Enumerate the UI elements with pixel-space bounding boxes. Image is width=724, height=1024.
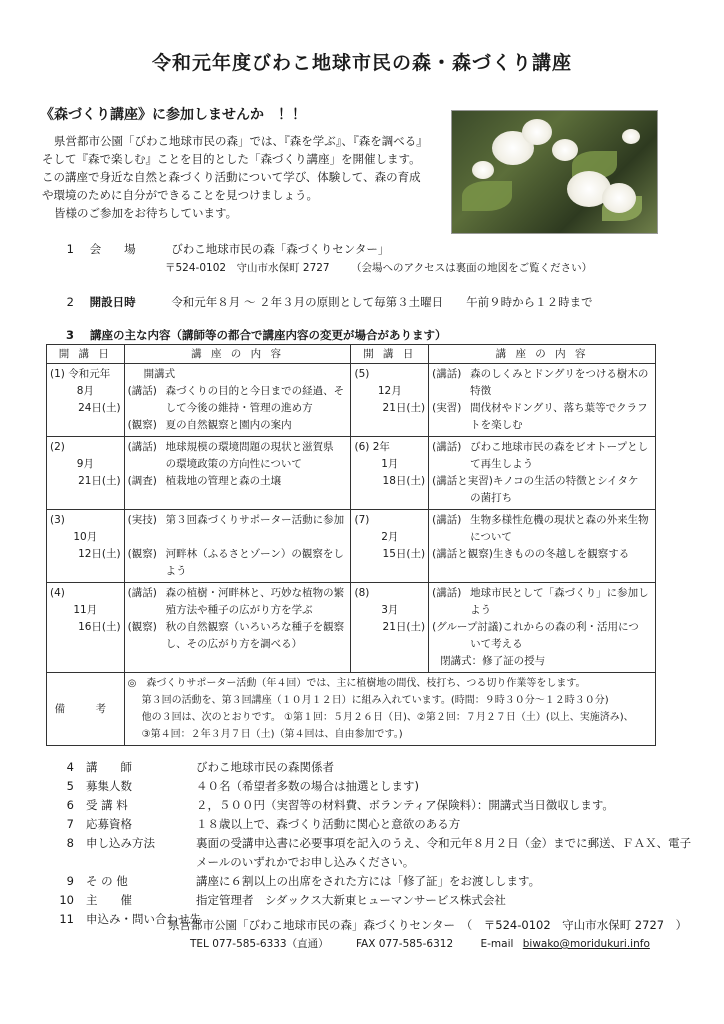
detail-row [52,853,691,872]
intro-line: や環境のために自分ができることを見つけましょう。 [42,188,318,202]
content-cell [124,437,351,510]
content-line: よう [165,565,187,577]
content-line: 地球市民として「森づくり」に参加し [470,587,649,599]
venue-value: びわこ地球市民の森「森づくりセンター」 [171,242,390,256]
date-cell [351,583,429,673]
detail-value: 裏面の受講申込書に必要事項を記入のうえ、令和元年８月２日（金）までに郵送、ＦＡＸ、電子 [196,836,692,850]
date-cell [47,510,125,583]
date-day: 15日(土) [382,548,426,560]
intro-line: そして『森で楽しむ』ことを目的とした「森づくり講座」を開催します。 [42,152,421,166]
detail-row [52,758,691,777]
date-cell [351,364,429,437]
detail-row [52,796,691,815]
content-tag: (調査) [127,475,157,487]
detail-label: 募集人数 [86,779,132,793]
content-line: 特徴 [470,385,492,397]
detail-label: 申し込み方法 [86,836,155,850]
content-line: いて考える [470,638,523,650]
content-line: の菌打ち [470,492,513,504]
content-tag: (実習) [432,402,462,414]
content-tag: (講話) [127,587,157,599]
table-row [47,437,656,510]
intro-line: 皆様のご参加をお待ちしています。 [54,206,238,220]
content-line: 植栽地の管理と森の土壌 [165,475,282,487]
date-number: (4) [50,587,65,599]
remarks-line: ◎ 森づくりサポーター活動（年４回）では、主に植樹地の間伐、枝打ち、つる切り作業等をします。 [127,678,586,689]
content-line: 秋の自然観察（いろいろな種子を観察 [165,621,345,633]
venue-number: 1 [66,242,74,256]
invite-heading: 《森づくり講座》に参加しませんか ！！ [40,107,306,123]
content-line: 森のしくみとドングリをつける樹木の [470,368,649,380]
content-heading [52,327,447,343]
remarks-row [47,673,656,746]
detail-row [52,815,691,834]
date-day: 12日(土) [78,548,121,560]
date-cell [351,437,429,510]
date-month: 2月 [381,531,399,543]
contact-email-link[interactable]: biwako@moridukuri.info [522,938,650,950]
content-line: 第３回森づくりサポーター活動に参加 [165,514,345,526]
content-cell [429,583,656,673]
date-cell [47,437,125,510]
content-line: 開講式 [143,368,176,380]
content-line: これからの森の利・活用につ [502,621,639,633]
content-line: て再生しよう [470,458,534,470]
date-month: 8月 [76,385,94,397]
detail-number: 8 [66,836,74,850]
detail-number: 11 [59,912,74,926]
date-number: (1) 令和元年 [50,368,111,380]
content-line: 閉講式：修了証の授与 [440,655,546,667]
contact-email-label: E-mail [480,938,514,950]
date-month: 9月 [76,458,94,470]
date-number: (5) [354,368,370,380]
intro-line: この講座で身近な自然と森づくり活動について学び、体験して、森の育成 [42,170,421,184]
detail-row [52,834,691,853]
table-row [47,364,656,437]
remarks-line: 第３回の活動を、第３回講座（１０月１２日）に組み入れています。(時間：９時３０分～１２時３０分) [141,695,609,706]
date-day: 18日(土) [382,475,426,487]
detail-number: 9 [66,874,74,888]
detail-label: 講 師 [86,760,132,774]
content-line: 生きものの冬越しを観察する [492,548,630,560]
contact-tel: TEL 077-585-6333（直通） [190,938,329,950]
content-cell [124,583,351,673]
content-cell [124,364,351,437]
detail-label: 応募資格 [86,817,132,831]
intro-line: 県営都市公園「びわこ地球市民の森」では、『森を学ぶ』、『森を調べる』 [54,134,428,148]
date-month: 1月 [381,458,399,470]
remarks-cell [124,673,655,746]
detail-row [52,891,691,910]
date-day: 16日(土) [78,621,121,633]
content-line: 森づくりの目的と今日までの経過、そ [165,385,345,397]
content-line: 間伐材やドングリ、落ち葉等でクラフ [470,402,648,414]
content-line: について [470,531,512,543]
date-month: 11月 [73,604,98,616]
date-day: 21日(土) [78,475,121,487]
content-cell [429,364,656,437]
content-tag: (講話) [432,587,462,599]
detail-label: 受 講 料 [86,798,128,812]
content-tag: (観察) [127,621,157,633]
content-line: し、その広がり方を調べる） [165,638,303,650]
table-header-row [47,345,656,364]
content-line: 地球規模の環境問題の現状と滋賀県 [165,441,334,453]
header-content-right: 講 座 の 内 容 [429,345,656,364]
detail-number: 4 [66,760,74,774]
table-row [47,583,656,673]
content-label: 講座の主な内容（講師等の都合で講座内容の変更が場合があります） [90,328,447,342]
content-tag: (講話) [432,441,462,453]
date-number: (6) 2年 [354,441,390,453]
detail-number: 7 [66,817,74,831]
table-row [47,510,656,583]
contact-line [190,936,650,951]
detail-row [52,777,691,796]
date-day: 24日(土) [78,402,121,414]
content-tag: (観察) [127,419,157,431]
content-line: よう [470,604,492,616]
detail-number: 5 [66,779,74,793]
schedule-row [52,294,593,310]
detail-label: 申込み・問い合わせ先 [86,912,201,926]
content-line: して今後の維持・管理の進め方 [165,402,313,414]
content-line: トを楽しむ [470,419,523,431]
content-tag: (講話) [432,368,462,380]
content-tag: (講話と観察) [432,548,493,560]
content-tag: (実技) [127,514,157,526]
date-number: (3) [50,514,65,526]
schedule-number: 2 [66,295,74,309]
date-day: 21日(土) [382,402,426,414]
content-cell [429,437,656,510]
content-tag: (講話と実習) [432,475,493,487]
page-title: 令和元年度びわこ地球市民の森・森づくり講座 [151,52,572,74]
detail-value: 講座に６割以上の出席をされた方には「修了証」をお渡しします。 [196,874,541,888]
date-month: 3月 [381,604,399,616]
header-date-right: 開 講 日 [351,345,429,364]
detail-row [52,872,691,891]
content-line: 河畔林（ふるさとゾーン）の観察をし [165,548,344,560]
venue-address: 〒524-0102 守山市水保町 2727 [165,262,330,274]
header-date-left: 開 講 日 [47,345,125,364]
content-line: キノコの生活の特徴とシイタケ [492,475,639,487]
flower-photo [451,110,658,234]
detail-number: 10 [59,893,74,907]
schedule-value: 令和元年８月 ～ ２年３月の原則として毎第３土曜日 午前９時から１２時まで [171,295,593,309]
content-line: の環境政策の方向性について [165,458,302,470]
content-line: 生物多様性危機の現状と森の外来生物 [470,514,649,526]
date-number: (8) [354,587,370,599]
date-month: 10月 [73,531,98,543]
content-cell [429,510,656,583]
detail-value: メールのいずれかでお申し込みください。 [196,855,415,869]
content-line: 夏の自然観察と園内の案内 [165,419,292,431]
lecture-table [46,344,656,746]
venue-note: （会場へのアクセスは裏面の地図をご覧ください） [350,262,593,274]
content-tag: (講話) [127,441,157,453]
content-number: 3 [65,328,74,342]
venue-row [52,241,389,257]
date-cell [351,510,429,583]
remarks-line: ③第４回：２年３月７日（土)（第４回は、自由参加です。) [141,729,403,740]
content-line: 殖方法や種子の広がり方を学ぶ [165,604,313,616]
remarks-line: 他の３回は、次のとおりです。 ①第１回：５月２６日（日)、②第２回：７月２７日（土）(以上、実施済み)、 [141,712,634,723]
detail-value: びわこ地球市民の森関係者 [196,760,334,774]
content-tag: (グループ討議) [432,621,503,633]
content-tag: (講話) [432,514,462,526]
date-day: 21日(土) [382,621,426,633]
date-number: (2) [50,441,65,453]
content-tag: (観察) [127,548,157,560]
content-cell [124,510,351,583]
content-line: 森の植樹・河畔林と、巧妙な植物の繁 [165,587,345,599]
venue-address-row [165,260,592,275]
detail-value: ４０名（希望者多数の場合は抽選とします) [196,779,419,793]
date-number: (7) [354,514,370,526]
detail-label: 主 催 [86,893,132,907]
detail-number: 6 [66,798,74,812]
remarks-label: 備 考 [47,673,125,746]
details-list [52,758,691,929]
detail-value: 指定管理者 シダックス大新東ヒューマンサービス株式会社 [196,893,506,907]
content-tag: (講話) [127,385,157,397]
content-line: びわこ地球市民の森をビオトープとし [470,441,649,453]
contact-org: 県営都市公園「びわこ地球市民の森」森づくりセンター （ 〒524-0102 守山市水保町 2727 ） [168,918,688,932]
header-content-left: 講 座 の 内 容 [124,345,351,364]
detail-value: ２，５００円（実習等の材料費、ボランティア保険料）：開講式当日徴収します。 [196,798,614,812]
schedule-label: 開設日時 [89,295,136,309]
intro-paragraph [42,132,428,222]
contact-fax: FAX 077-585-6312 [355,938,454,950]
venue-label: 会 場 [89,242,136,256]
date-cell [47,583,125,673]
date-month: 12月 [377,385,402,397]
detail-value: １８歳以上で、森づくり活動に関心と意欲のある方 [196,817,461,831]
date-cell [47,364,125,437]
detail-label: そ の 他 [86,874,128,888]
